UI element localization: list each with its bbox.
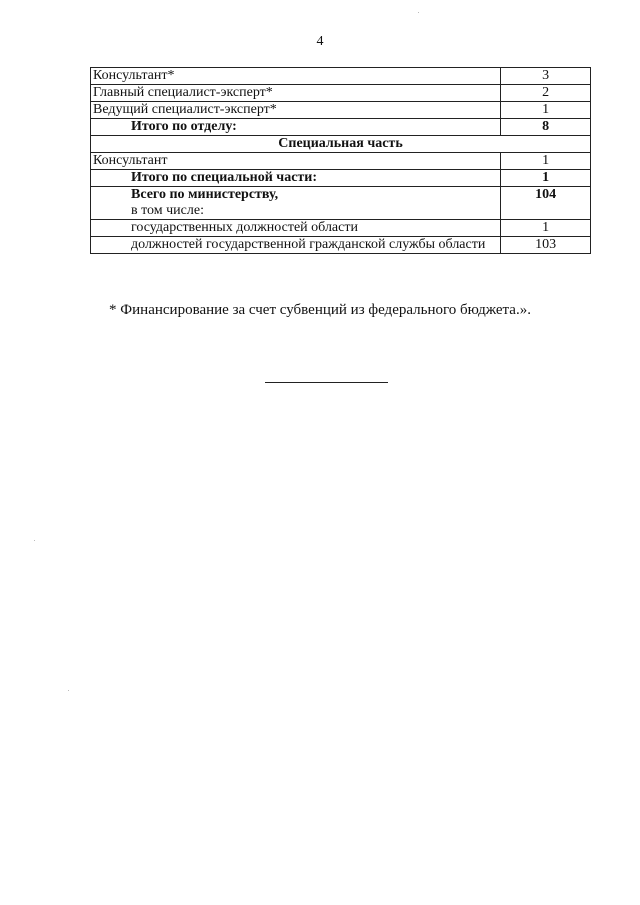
scan-speck [418,12,419,13]
position-name: Консультант [91,153,501,170]
position-count: 3 [501,68,591,85]
department-total-label: Итого по отделу: [91,119,501,136]
section-header-row [91,136,591,153]
table-row [91,153,591,170]
position-count: 2 [501,85,591,102]
special-total-label: Итого по специальной части: [91,170,501,187]
breakdown-count: 1 [501,220,591,237]
position-count: 1 [501,102,591,119]
table-row [91,220,591,237]
ministry-total-cell [91,187,501,220]
breakdown-name: должностей государственной гражданской службы области [91,237,501,254]
ministry-total-count: 104 [501,187,591,220]
section-title: Специальная часть [91,136,591,153]
ministry-total-label: Всего по министерству, [131,187,279,202]
position-name: Главный специалист-эксперт* [91,85,501,102]
department-total-count: 8 [501,119,591,136]
position-name: Ведущий специалист-эксперт* [91,102,501,119]
position-name: Консультант* [91,68,501,85]
staffing-table [90,67,591,254]
breakdown-name: государственных должностей области [91,220,501,237]
end-divider [265,382,388,383]
page-number: 4 [316,34,324,49]
table-row [91,68,591,85]
scan-speck [34,540,35,541]
position-count: 1 [501,153,591,170]
table-row [91,237,591,254]
scan-speck [68,690,69,691]
table-row [91,119,591,136]
ministry-total-subtitle: в том числе: [131,203,204,218]
table-row [91,85,591,102]
table-row [91,102,591,119]
special-total-count: 1 [501,170,591,187]
table-row [91,170,591,187]
breakdown-count: 103 [501,237,591,254]
ministry-total-row [91,187,591,220]
footnote: * Финансирование за счет субвенций из федерального бюджета.». [109,302,531,318]
